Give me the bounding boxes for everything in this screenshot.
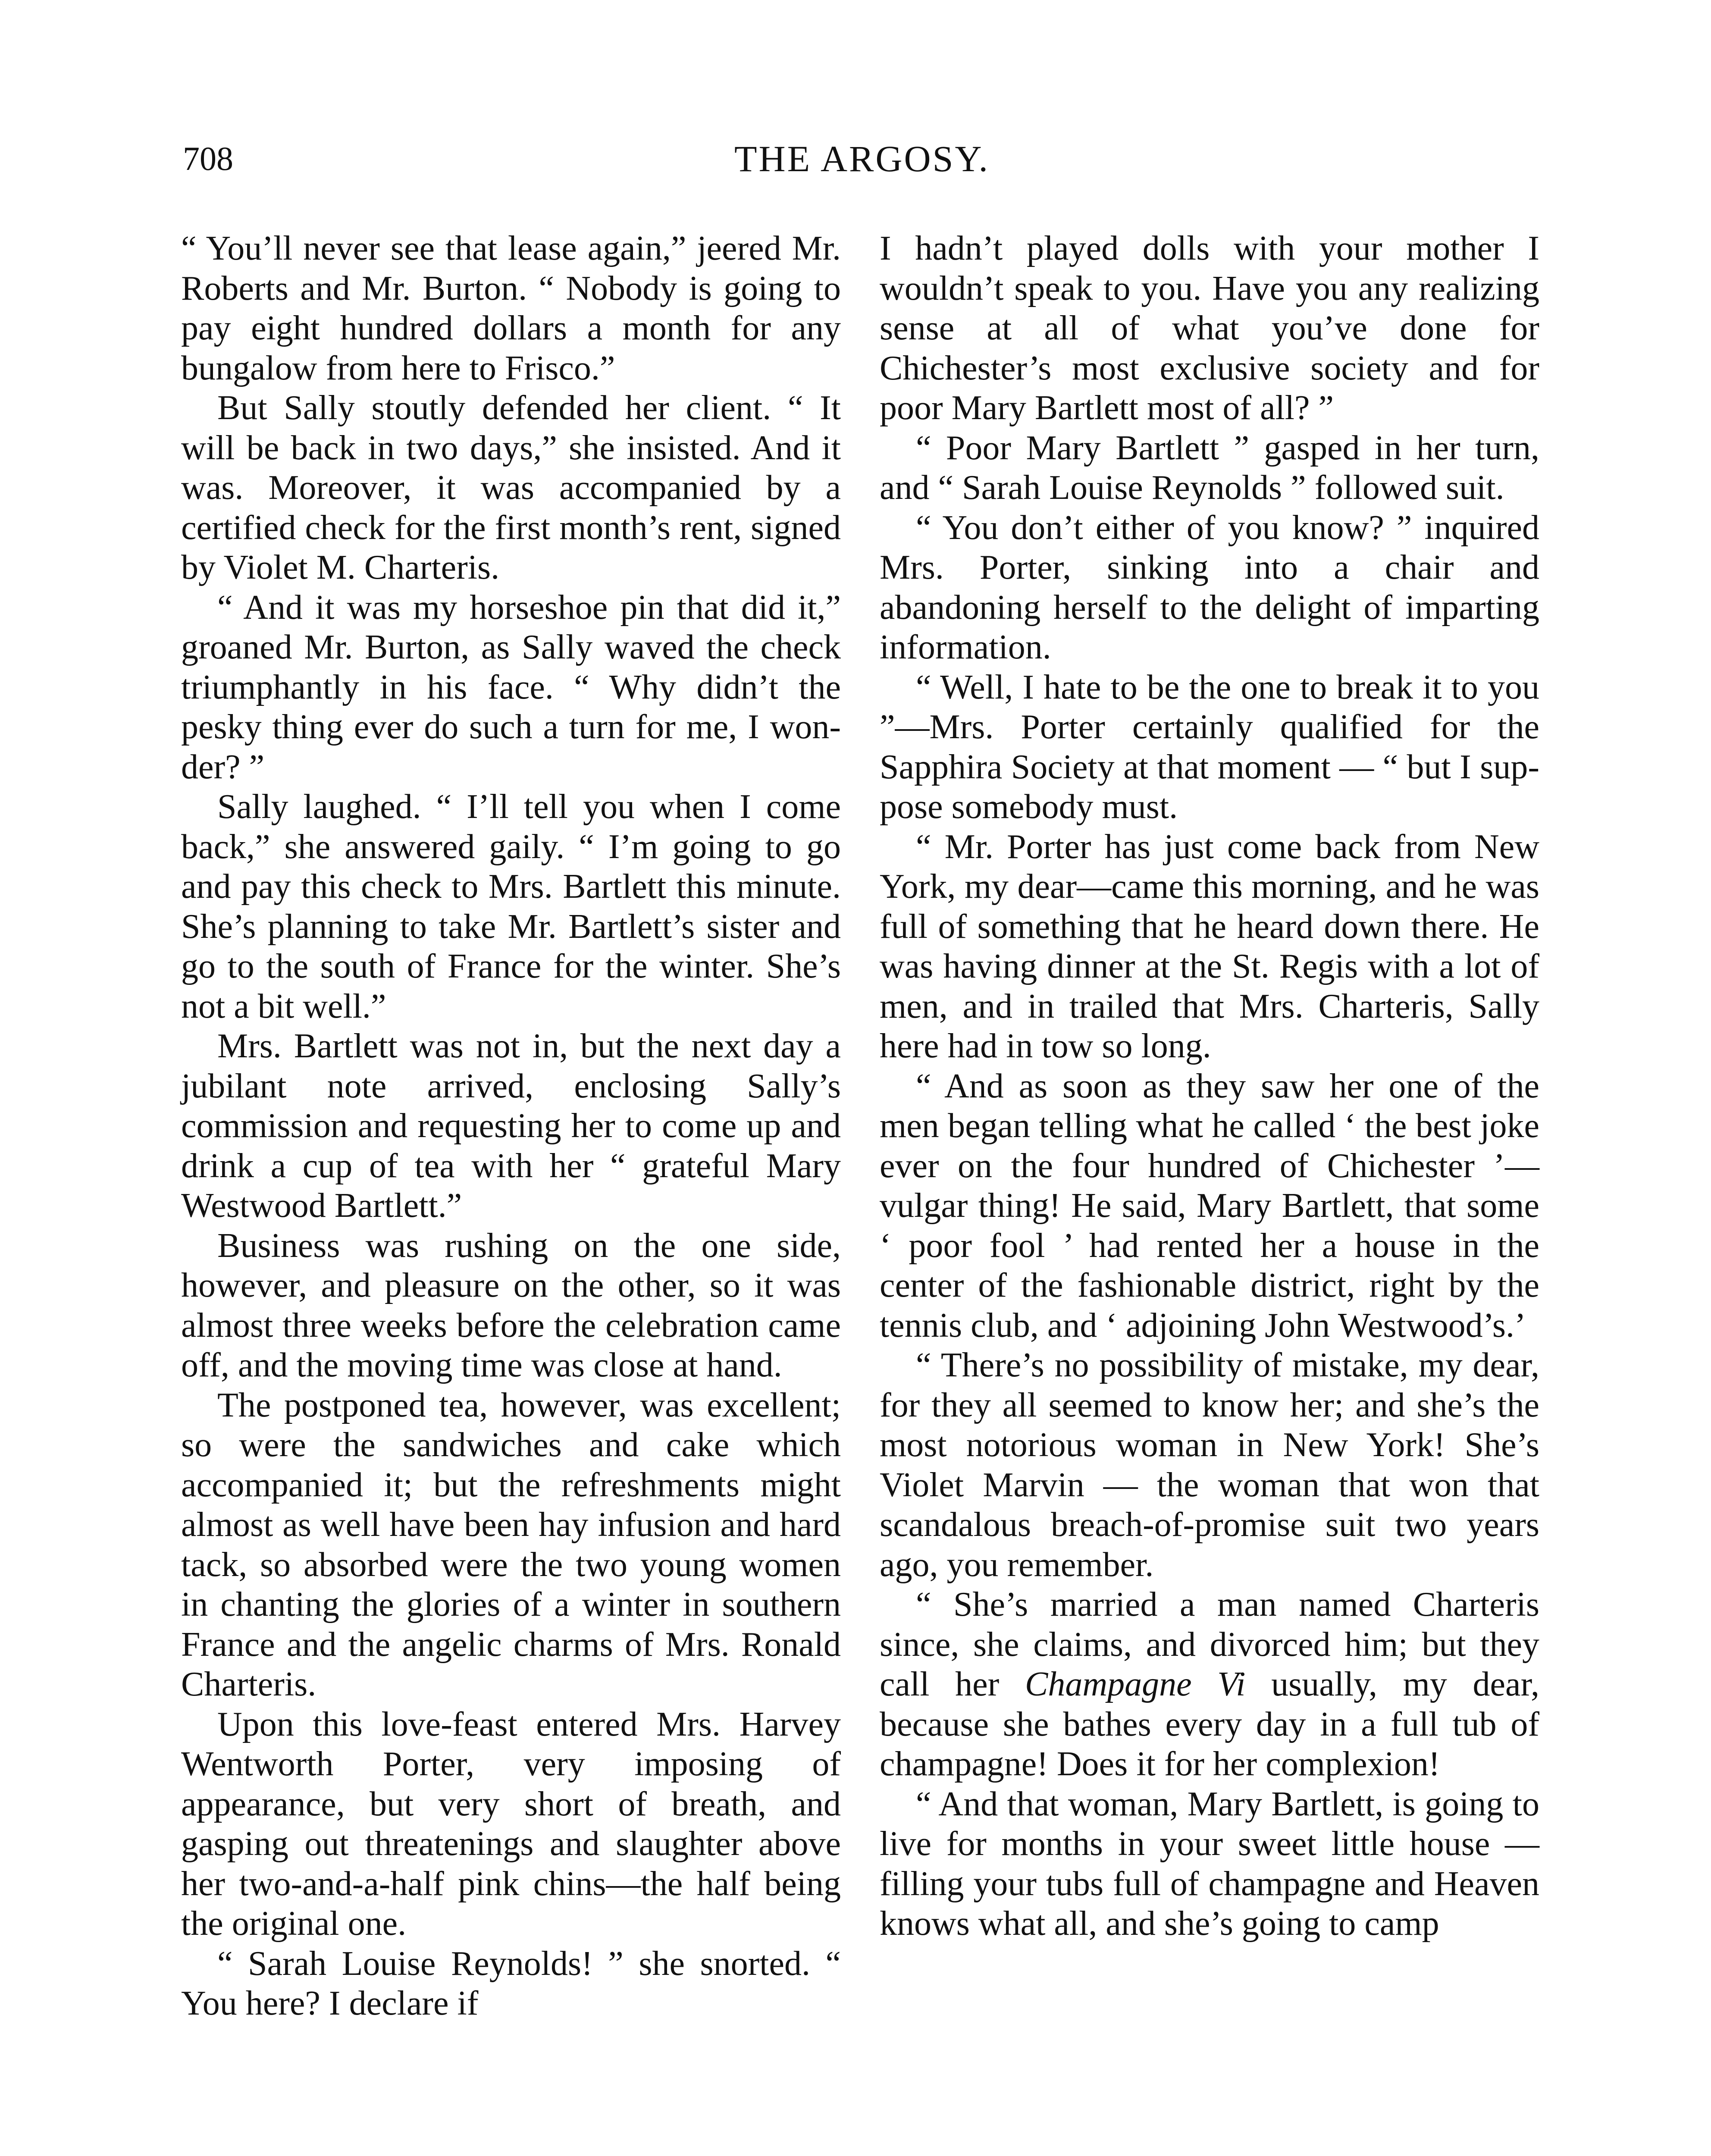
page-header (183, 137, 1541, 185)
paragraph-continued: I hadn’t played dolls with your mother I wouldn’t speak to you. Have you any realizing sense at all of what you’ve done for Chichester’s most exclusive society and for poor Mary Bartlett most of all? ” (880, 229, 1539, 427)
paragraph: “ There’s no possibility of mistake, my dear, for they all seemed to know her; and she’s the most notorious woman in New York! She’s Violet Marvin — the woman that won that scandalous breach-of-promise suit two years ago, you remember. (880, 1346, 1539, 1584)
paragraph: Sally laughed. “ I’ll tell you when I come back,” she answered gaily. “ I’m going to go and pay this check to Mrs. Bartlett this minute. She’s planning to take Mr. Bartlett’s sister and go to the south of France for the winter. She’s not a bit well.” (181, 788, 841, 1025)
paragraph: Mrs. Bartlett was not in, but the next day a jubilant note arrived, enclosing Sally’s commission and requesting her to come up and drink a cup of tea with her “ grateful Mary Westwood Bartlett.” (181, 1027, 841, 1225)
paragraph: “ And as soon as they saw her one of the men began telling what he called ‘ the best joke ever on the four hundred of Chichester ’—vulgar thing! He said, Mary Bartlett, that some ‘ poor fool ’ had rented her a house in the center of the fashionable district, right by the tennis club, and ‘ adjoining John Westwood’s.’ (880, 1067, 1539, 1344)
paragraph (880, 1585, 1539, 1784)
running-title: THE ARGOSY. (734, 138, 990, 179)
paragraph: Business was rushing on the one side, however, and pleasure on the other, so it was almost three weeks before the celebration came off, and the moving time was close at hand. (181, 1226, 841, 1384)
paragraph: “ And that woman, Mary Bartlett, is going to live for months in your sweet little house — filling your tubs full of champagne and Heaven knows what all, and she’s going to camp (880, 1785, 1539, 1943)
paragraph: “ And it was my horseshoe pin that did it,” groaned Mr. Burton, as Sally waved the check triumphantly in his face. “ Why didn’t the pesky thing ever do such a turn for me, I wonder? ” (181, 588, 841, 786)
paragraph: “ You don’t either of you know? ” inquired Mrs. Porter, sinking into a chair and abandoning herself to the delight of imparting information. (880, 508, 1539, 666)
page-number: 708 (183, 140, 233, 177)
paragraph: “ Sarah Louise Reynolds! ” she snorted. “ You here? I declare if (181, 1944, 841, 2022)
text-run: usually, my dear, because she bathes every day in a full tub of champagne! Does it for her complexion! (880, 1665, 1539, 1783)
paragraph: Upon this love-feast entered Mrs. Harvey Wentworth Porter, very imposing of appearance, but very short of breath, and gasping out threatenings and slaughter above her two-and-a-half pink chins—the half being the original one. (181, 1705, 841, 1943)
italic-name: Champagne Vi (1025, 1665, 1246, 1703)
paragraph: “ You’ll never see that lease again,” jeered Mr. Roberts and Mr. Burton. “ Nobody is going to pay eight hundred dollars a month for any bungalow from here to Frisco.” (181, 229, 841, 387)
right-column (880, 229, 1539, 1944)
paragraph: “ Well, I hate to be the one to break it to you ”—Mrs. Porter certainly qualified for the Sapphira Society at that moment — “ but I suppose somebody must. (880, 668, 1539, 826)
left-column (181, 229, 841, 2024)
paragraph: “ Mr. Porter has just come back from New York, my dear—came this morning, and he was full of something that he heard down there. He was having dinner at the St. Regis with a lot of men, and in trailed that Mrs. Charteris, Sally here had in tow so long. (880, 827, 1539, 1065)
paragraph: But Sally stoutly defended her client. “ It will be back in two days,” she insisted. And it was. Moreover, it was accompanied by a certified check for the first month’s rent, signed by Violet M. Charteris. (181, 389, 841, 586)
text-run: “ She’s married a man named Charteris since, she claims, and divorced him; but they call her (880, 1586, 1539, 1703)
paragraph: “ Poor Mary Bartlett ” gasped in her turn, and “ Sarah Louise Reynolds ” followed suit. (880, 429, 1539, 507)
paragraph: The postponed tea, however, was excellent; so were the sandwiches and cake which accompanied it; but the refreshments might almost as well have been hay infusion and hard tack, so absorbed were the two young women in chanting the glories of a winter in southern France and the angelic charms of Mrs. Ronald Charteris. (181, 1386, 841, 1703)
